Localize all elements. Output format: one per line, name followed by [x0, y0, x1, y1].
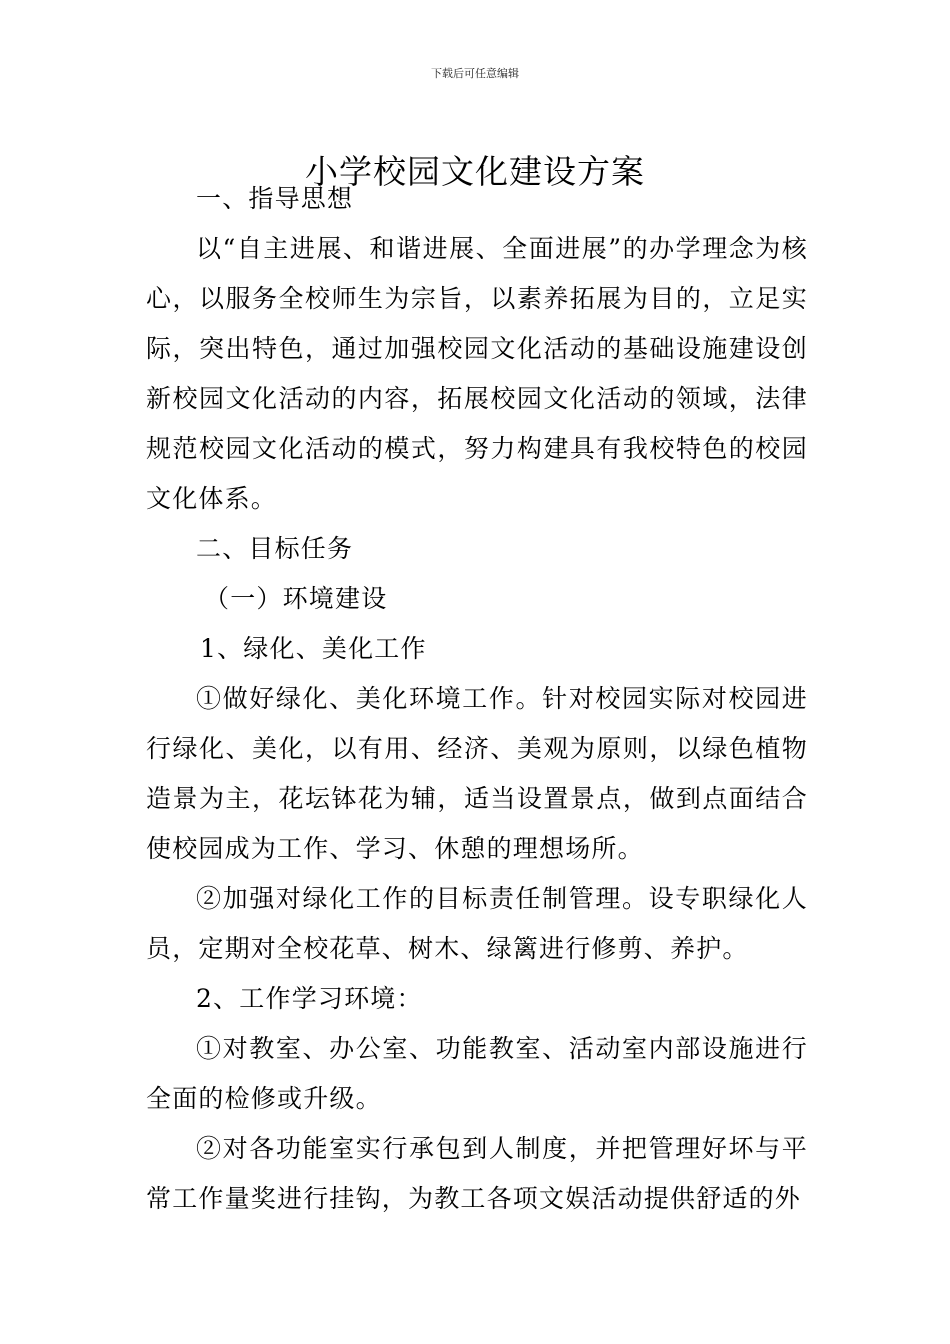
paragraph-work-environment-1: ①对教室、办公室、功能教室、活动室内部设施进行全面的检修或升级。 — [146, 1034, 808, 1113]
item-heading-greening: 1、绿化、美化工作 — [200, 634, 427, 663]
paragraph-guiding-thought: 以“自主进展、和谐进展、全面进展”的办学理念为核心，以服务全校师生为宗旨，以素养拓展为目的，立足实际，突出特色，通过加强校园文化活动的基础设施建设创新校园文化活动的内容，拓展校园文化活动的领域，法律规范校园文化活动的模式，努力构建具有我校特色的校园文化体系。 — [146, 234, 808, 513]
paragraph-greening-2: ②加强对绿化工作的目标责任制管理。设专职绿化人员，定期对全校花草、树木、绿篱进行修剪、养护。 — [146, 884, 808, 963]
paragraph-work-environment-2: ②对各功能室实行承包到人制度，并把管理好坏与平常工作量奖进行挂钩，为教工各项文娱活动提供舒适的外 — [146, 1134, 808, 1213]
header-note: 下载后可任意编辑 — [431, 67, 519, 80]
section-heading-guiding-thought: 一、指导思想 — [196, 184, 354, 213]
section-heading-goals: 二、目标任务 — [196, 534, 354, 563]
paragraph-greening-1: ①做好绿化、美化环境工作。针对校园实际对校园进行绿化、美化，以有用、经济、美观为原则，以绿色植物造景为主，花坛钵花为辅，适当设置景点，做到点面结合使校园成为工作、学习、休憩的理想场所。 — [146, 684, 808, 863]
item-heading-work-environment: 2、工作学习环境： — [196, 984, 423, 1013]
document-title: 小学校园文化建设方案 — [305, 152, 645, 192]
document-body — [146, 174, 808, 1224]
subsection-heading-environment: （一）环境建设 — [204, 584, 388, 613]
